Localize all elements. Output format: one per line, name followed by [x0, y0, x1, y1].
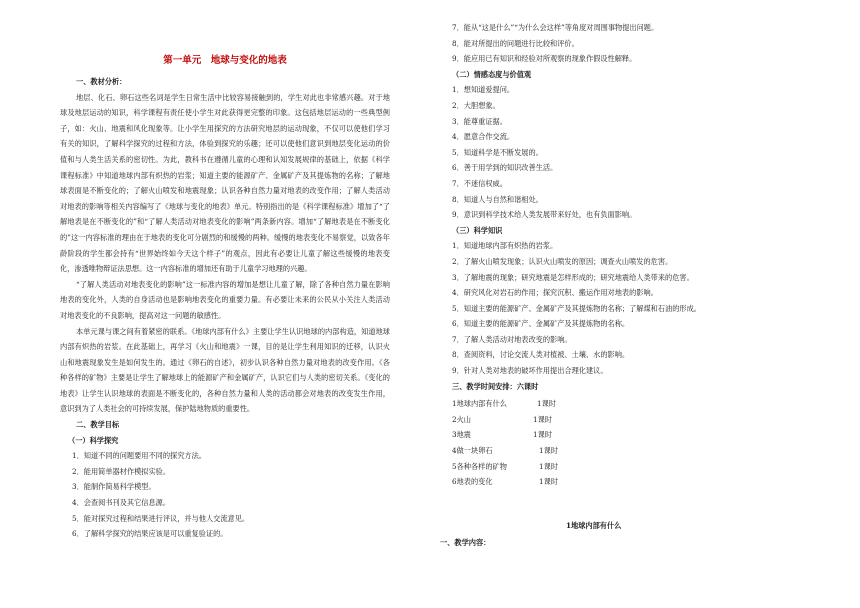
paragraph-1: 地层、化石、卵石这些名词是学生日常生活中比较容易接触到的，学生对此也非常感兴趣。对于地球及地层运动的知识，科学课程有责任使小学生对此获得更完整的印象。这包括地层运动的一些典型例子，如：火山、地震和风化现象等。让小学生用探究的方法研究地层的运动现象，不仅可以使他们学习有关的知识，了解科学探究的过程和方法，体验到探究的乐趣；还可以使他们意识到地层变化运动的价值和与人类生活关系的密切性。为此，教科书在遵循儿童的心理和认知发展规律的基础上，依据《科学课程标准》中知道地球内部有炽热的岩浆；知道主要的能源矿产、金属矿产及其提炼物的名称；了解地球表面是不断变化的；了解火山喷发和地震现象；认识各种自然力量对地表的改变作用；了解人类活动对地表的影响等相关内容编写了《地球与变化的地表》单元。特别指出的是《科学课程标准》增加了“了解地表是在不断变化的”和“了解人类活动对地表变化的影响”两条新内容。增加“了解地表是在不断变化的”这一内容标准的理由在于地表的变化可分剧烈的和缓慢的两种。缓慢的地表变化不易察觉，以致各年龄阶段的学生都会持有“世界始终如今天这个样子”的观点，因此有必要让儿童了解这些缓慢的地表变化，渗透唯物辩证法思想。这一内容标准的增加还有助于儿童学习地理的兴趣。 [60, 92, 390, 274]
lesson-name: 2火山 [452, 414, 471, 424]
list-item: 8．查阅资料，讨论交流人类对植被、土壤、水的影响。 [452, 350, 630, 360]
list-item: 3．能制作简易科学模型。 [72, 482, 156, 492]
section-heading-goals: 二、教学目标 [76, 420, 120, 430]
schedule-row [452, 459, 792, 475]
list-item: 3．了解地震的现象；研究地震是怎样形成的；研究地震给人类带来的危害。 [452, 272, 694, 282]
paragraph-3: 本单元课与课之间有着紧密的联系。《地球内部有什么》主要让学生认识地球的内部构造，知道地球内部有炽热的岩浆。在此基础上，再学习《火山和地震》一课，目的是让学生利用知识的迁移，认识火山和地震现象发生是如何发生的。通过《卵石的自述》，初步认识各种自然力量对地表的改变作用。《各种各样的矿物》主要是让学生了解地球上的能源矿产和金属矿产，认识它们与人类的密切关系。《变化的地表》让学生认识地球的表面是不断变化的，各种自然力量和人类的活动都会对地表的改变发生作用，意识到为了人类社会的可持续发展，保护陆地物质的重要性。 [60, 326, 390, 414]
lesson-title: 1地球内部有什么 [566, 521, 622, 530]
right-column [452, 20, 792, 490]
list-item: 9．意识到科学技术给人类发展带来好处，也有负面影响。 [452, 210, 637, 220]
schedule-row [452, 427, 792, 443]
schedule-row [452, 443, 792, 459]
schedule-row [452, 412, 792, 428]
list-item: 5．能对探究过程和结果进行评议，并与他人交流意见。 [72, 513, 250, 523]
left-column [60, 50, 390, 542]
list-item: 1．知道不同的问题要用不同的探究方法。 [72, 451, 206, 461]
list-item: 6．了解科学探究的结果应该是可以重复验证的。 [72, 529, 228, 539]
unit-title: 第一单元 地球与变化的地表 [163, 55, 287, 66]
subheading-science-inquiry: （一）科学探究 [68, 435, 119, 445]
list-item: 4．会查阅书刊及其它信息源。 [72, 498, 171, 508]
list-item: 2．能用简单器材作模拟实验。 [72, 466, 171, 476]
list-item: 1．想知道爱提问。 [452, 85, 515, 95]
list-item: 6．善于用学到的知识改善生活。 [452, 163, 558, 173]
list-item: 5．知道主要的能源矿产、金属矿产及其提炼物的名称；了解煤和石油的形成。 [452, 303, 701, 313]
schedule-table [452, 396, 792, 490]
lesson-hours: 1课时 [539, 446, 558, 456]
lesson-name: 1地球内部有什么 [452, 399, 507, 409]
lesson-name: 6地表的变化 [452, 477, 493, 487]
section-heading-analysis: 一、教材分析： [76, 77, 127, 86]
list-item: 6．知道主要的能源矿产、金属矿产及其提炼物的名称。 [452, 319, 630, 329]
lesson-hours: 1课时 [533, 414, 552, 424]
list-item: 2．了解火山喷发现象；认识火山喷发的原因；调查火山喷发的危害。 [452, 256, 673, 266]
list-item: 9．能应用已有知识和经验对所观察的现象作假设性解释。 [452, 54, 637, 64]
schedule-row [452, 474, 792, 490]
lesson-hours: 1课时 [533, 430, 552, 440]
section-heading-schedule: 三、教学时间安排：六课时 [452, 381, 539, 391]
list-item: 4．愿意合作交流。 [452, 132, 515, 142]
list-item: 9．针对人类对地表的破坏作用提出合理化建议。 [452, 366, 608, 376]
list-item: 8．能对所提出的问题进行比较和评价。 [452, 38, 579, 48]
lesson-name: 4做一块卵石 [452, 446, 493, 456]
list-item: 1．知道地球内部有炽热的岩浆。 [452, 241, 558, 251]
lesson-hours: 1课时 [537, 399, 556, 409]
subheading-attitude-values: （二）情感态度与价值观 [452, 69, 532, 79]
list-item: 7．能从“这是什么”“为什么会这样”等角度对周围事物提出问题。 [452, 23, 659, 32]
list-item: 7．不迷信权威。 [452, 178, 507, 188]
list-item: 4．研究风化对岩石的作用；探究沉积、搬运作用对地表的影响。 [452, 288, 658, 298]
subheading-science-knowledge: （三）科学知识 [452, 225, 503, 235]
lesson-hours: 1课时 [539, 461, 558, 471]
lesson-name: 5各种各样的矿物 [452, 461, 507, 471]
lesson-hours: 1课时 [539, 477, 558, 487]
list-item: 8．知道人与自然和谐相处。 [452, 194, 543, 204]
lesson-content-heading: 一、教学内容： [440, 538, 491, 547]
list-item: 7．了解人类活动对地表改变的影响。 [452, 334, 572, 344]
list-item: 5．知道科学是不断发展的。 [452, 147, 543, 157]
paragraph-2: “了解人类活动对地表变化的影响”这一标准内容的增加是想让儿童了解，除了各种自然力量在影响地表的变化外，人类的自身活动也是影响地表变化的重要力量。有必要让未来的公民从小关注人类活动对地表变化的不良影响，提高对这一问题的敏感性。 [60, 279, 390, 320]
list-item: 2．大胆想象。 [452, 100, 500, 110]
schedule-row [452, 396, 792, 412]
list-item: 3．能尊重证据。 [452, 116, 507, 126]
lesson-name: 3地震 [452, 430, 471, 440]
